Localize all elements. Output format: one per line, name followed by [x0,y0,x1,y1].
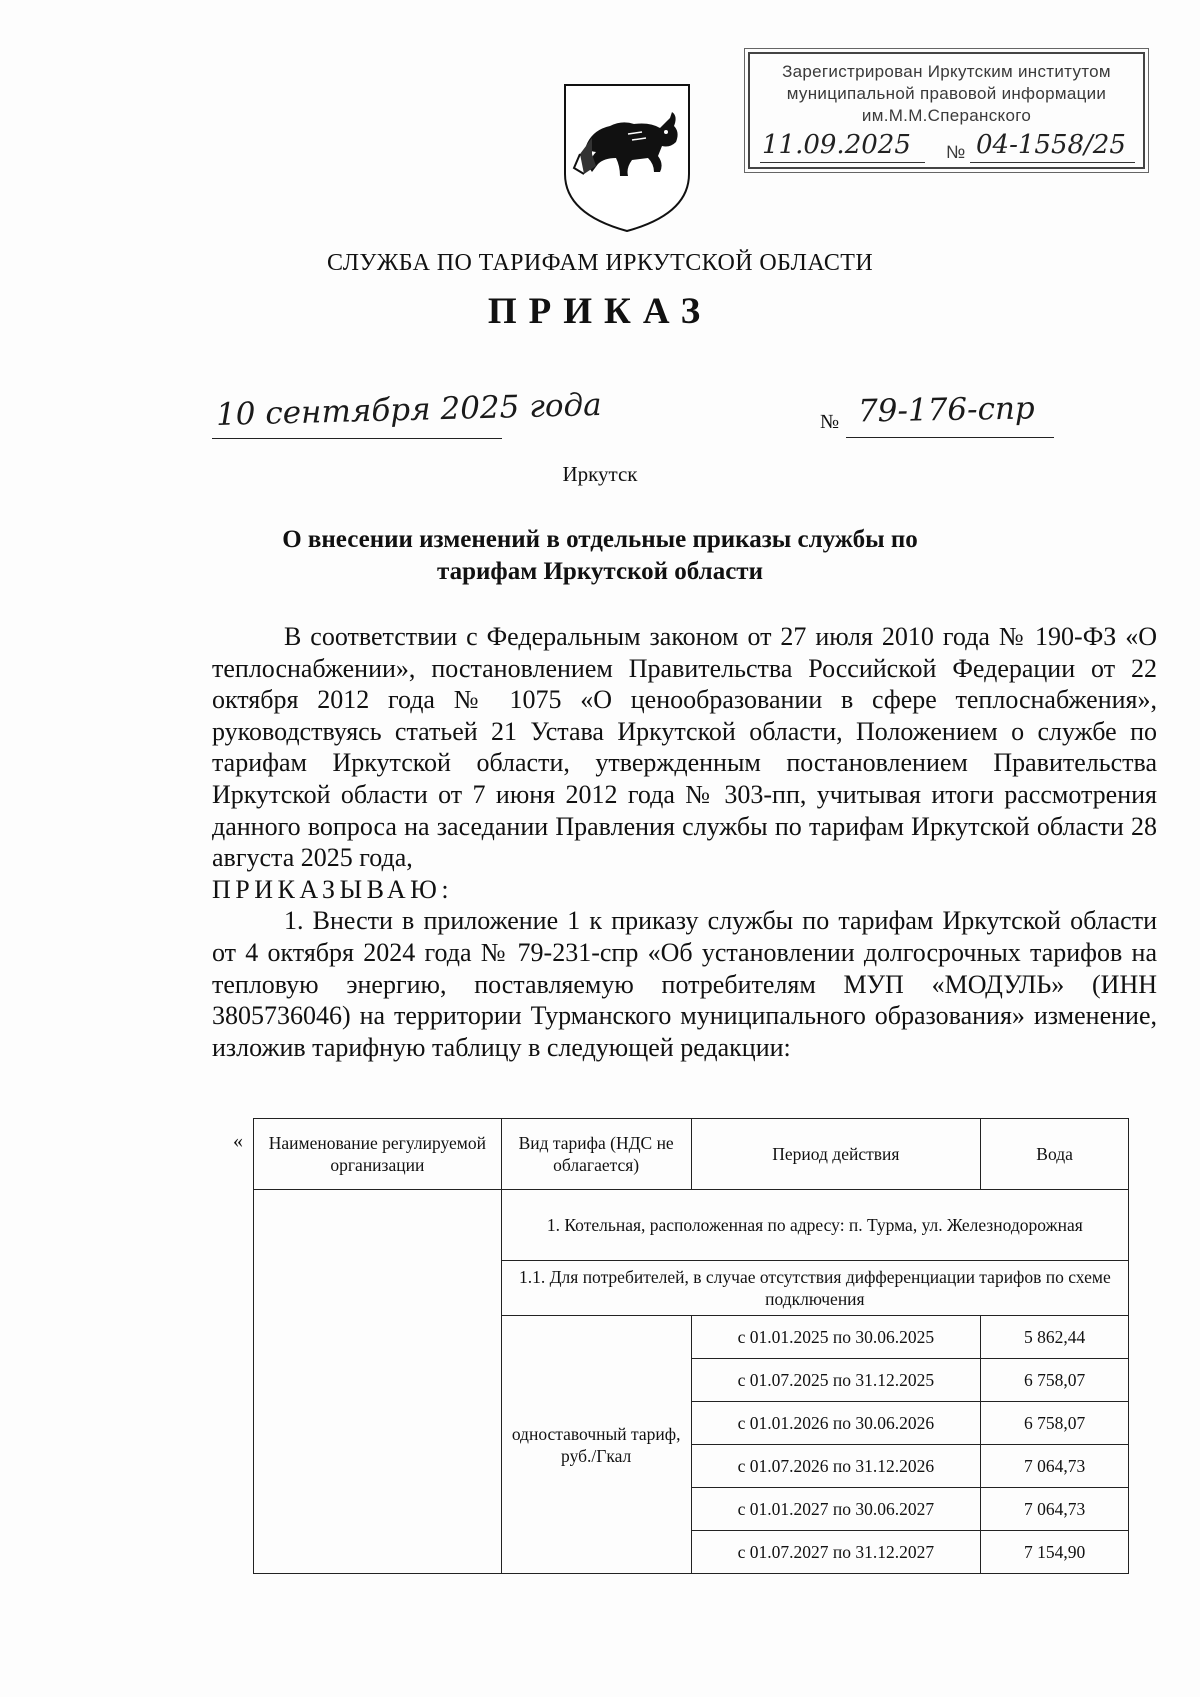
order-word: ПРИКАЗЫВАЮ: [212,874,454,904]
order-body [212,621,1157,1063]
section-row [254,1190,1129,1261]
stamp-date-underline [760,162,925,163]
order-number-sign: № [820,411,840,433]
header-water: Вода [981,1119,1129,1190]
value-cell: 7 064,73 [981,1488,1129,1531]
value-cell: 6 758,07 [981,1402,1129,1445]
order-subject: О внесении изменений в отдельные приказы службы по тарифам Иркутской области [282,526,918,585]
handwritten-order-number: 79-176-спр [857,390,1036,430]
date-underline [212,438,502,439]
value-cell: 7 064,73 [981,1445,1129,1488]
stamp-number-sign: № [946,142,966,162]
period-cell: с 01.07.2025 по 31.12.2025 [691,1359,981,1402]
stamp-reg-date: 11.09.2025 [762,130,911,160]
item-1-paragraph: 1. Внести в приложение 1 к приказу службы по тарифам Иркутской области от 4 октября 2024 года № 79-231-спр «Об установлении долгосрочных тарифов на тепловую энергию, поставляемую потребителям МУП «МОДУЛЬ» (ИНН 3805736046) на территории Турманского муниципального образования» изменение, изложив тарифную таблицу в следующей редакции: [212,906,1157,1062]
section-title: 1. Котельная, расположенная по адресу: п. Турма, ул. Железнодорожная [501,1190,1128,1261]
preamble-paragraph: В соответствии с Федеральным законом от 27 июля 2010 года № 190-ФЗ «О теплоснабжении», постановлением Правительства Российской Федерации от 22 октября 2012 года № 1075 «О ценообразовании в сфере теплоснабжения», руководствуясь статьей 21 Устава Иркутской области, Положением о службе по тарифам Иркутской области, утвержденным постановлением Правительства Иркутской области от 7 июня 2012 года № 303-пп, учитывая итоги рассмотрения данного вопроса на заседании Правления службы по тарифам Иркутской области 28 августа 2025 года, [212,622,1157,873]
stamp-line-1: Зарегистрирован Иркутским институтом [782,62,1111,81]
value-cell: 7 154,90 [981,1531,1129,1574]
table-header-row [254,1119,1129,1190]
period-cell: с 01.07.2026 по 31.12.2026 [691,1445,981,1488]
value-cell: 5 862,44 [981,1316,1129,1359]
period-cell: с 01.07.2027 по 31.12.2027 [691,1531,981,1574]
handwritten-date: 10 сентября 2025 года [215,386,603,434]
number-underline [846,437,1054,438]
document-type-title: ПРИКАЗ [487,291,713,332]
org-cell [254,1190,502,1574]
stamp-line-3: им.М.М.Сперанского [861,106,1032,125]
header-period: Период действия [691,1119,981,1190]
header-tariff-type: Вид тарифа (НДС не облагается) [501,1119,691,1190]
stamp-reg-number: 04-1558/25 [976,130,1126,160]
table-open-quote: « [233,1130,243,1152]
header-org: Наименование регулируемой организации [254,1119,502,1190]
registration-stamp [748,52,1145,169]
period-cell: с 01.01.2025 по 30.06.2025 [691,1316,981,1359]
stamp-line-2: муниципальной правовой информации [786,84,1107,103]
tariff-name-cell: одноставочный тариф, руб./Гкал [501,1316,691,1574]
value-cell: 6 758,07 [981,1359,1129,1402]
city: Иркутск [562,462,638,486]
period-cell: с 01.01.2026 по 30.06.2026 [691,1402,981,1445]
stamp-number-underline [970,162,1135,163]
subsection-title: 1.1. Для потребителей, в случае отсутствия дифференциации тарифов по схеме подключения [501,1261,1128,1316]
period-cell: с 01.01.2027 по 30.06.2027 [691,1488,981,1531]
tariff-table [253,1118,1129,1574]
service-name: СЛУЖБА ПО ТАРИФАМ ИРКУТСКОЙ ОБЛАСТИ [326,250,874,276]
irkutsk-coat-of-arms-icon [562,82,692,234]
